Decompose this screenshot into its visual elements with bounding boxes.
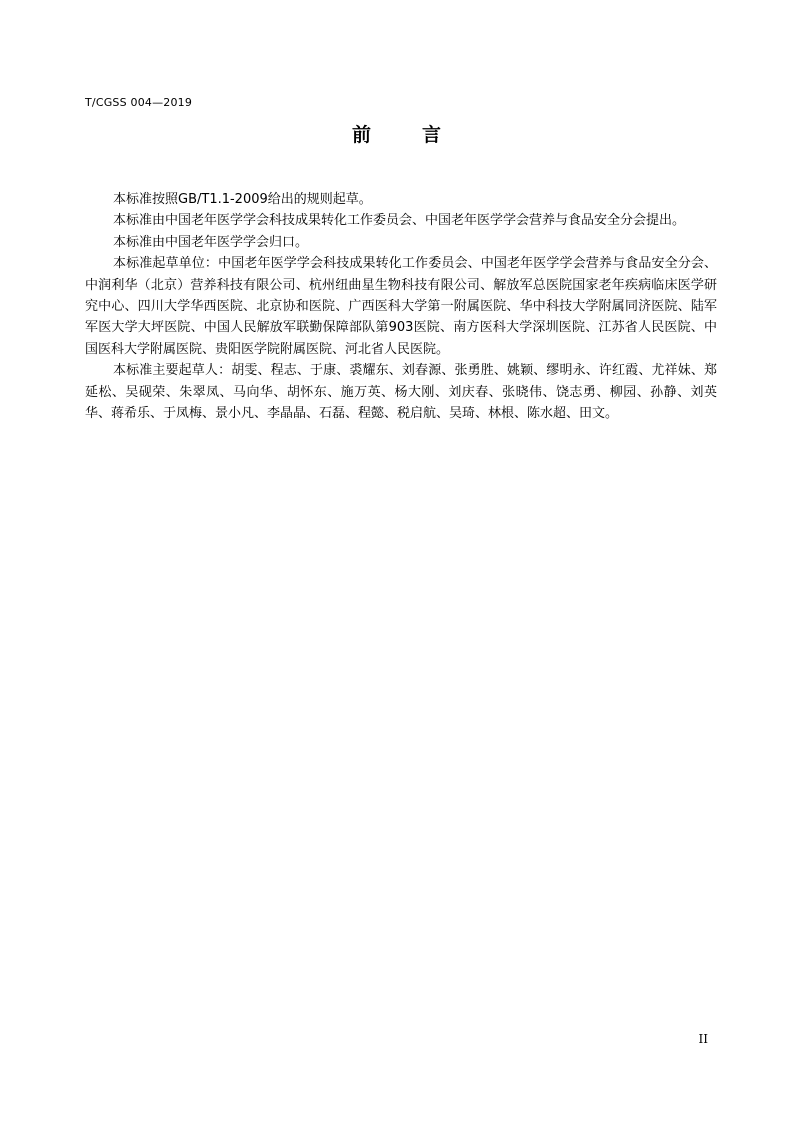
paragraph-main-drafters: 本标准主要起草人：胡雯、程志、于康、裘耀东、刘春源、张勇胜、姚颖、缪明永、许红霞、尤祥妹、郑延松、吴砚荣、朱翠凤、马向华、胡怀东、施万英、杨大刚、刘庆春、张晓伟、饶志勇、柳园、孙静、刘英华、蒋希乐、于凤梅、景小凡、李晶晶、石磊、程懿、税启航、吴琦、林根、陈水超、田文。	[85, 363, 717, 422]
paragraph-centralized-unit: 本标准由中国老年医学学会归口。	[113, 234, 309, 250]
page-title: 前 言	[351, 124, 457, 146]
paragraph-drafting-units: 本标准起草单位：中国老年医学学会科技成果转化工作委员会、中国老年医学学会营养与食品安全分会、中润利华（北京）营养科技有限公司、杭州纽曲星生物科技有限公司、解放军总医院国家老年疾病临床医学研究中心、四川大学华西医院、北京协和医院、广西医科大学第一附属医院、华中科技大学附属同济医院、陆军军医大学大坪医院、中国人民解放军联勤保障部队第903医院、南方医科大学深圳医院、江苏省人民医院、中国医科大学附属医院、贵阳医学院附属医院、河北省人民医院。	[85, 256, 717, 357]
foreword-body	[85, 189, 717, 424]
paragraph-drafting-rules: 本标准按照GB/T1.1-2009给出的规则起草。	[113, 192, 372, 207]
standard-code-header: T/CGSS 004—2019	[85, 96, 193, 109]
page-number: II	[698, 1032, 708, 1046]
paragraph-proposer: 本标准由中国老年医学学会科技成果转化工作委员会、中国老年医学学会营养与食品安全分会提出。	[113, 213, 686, 229]
